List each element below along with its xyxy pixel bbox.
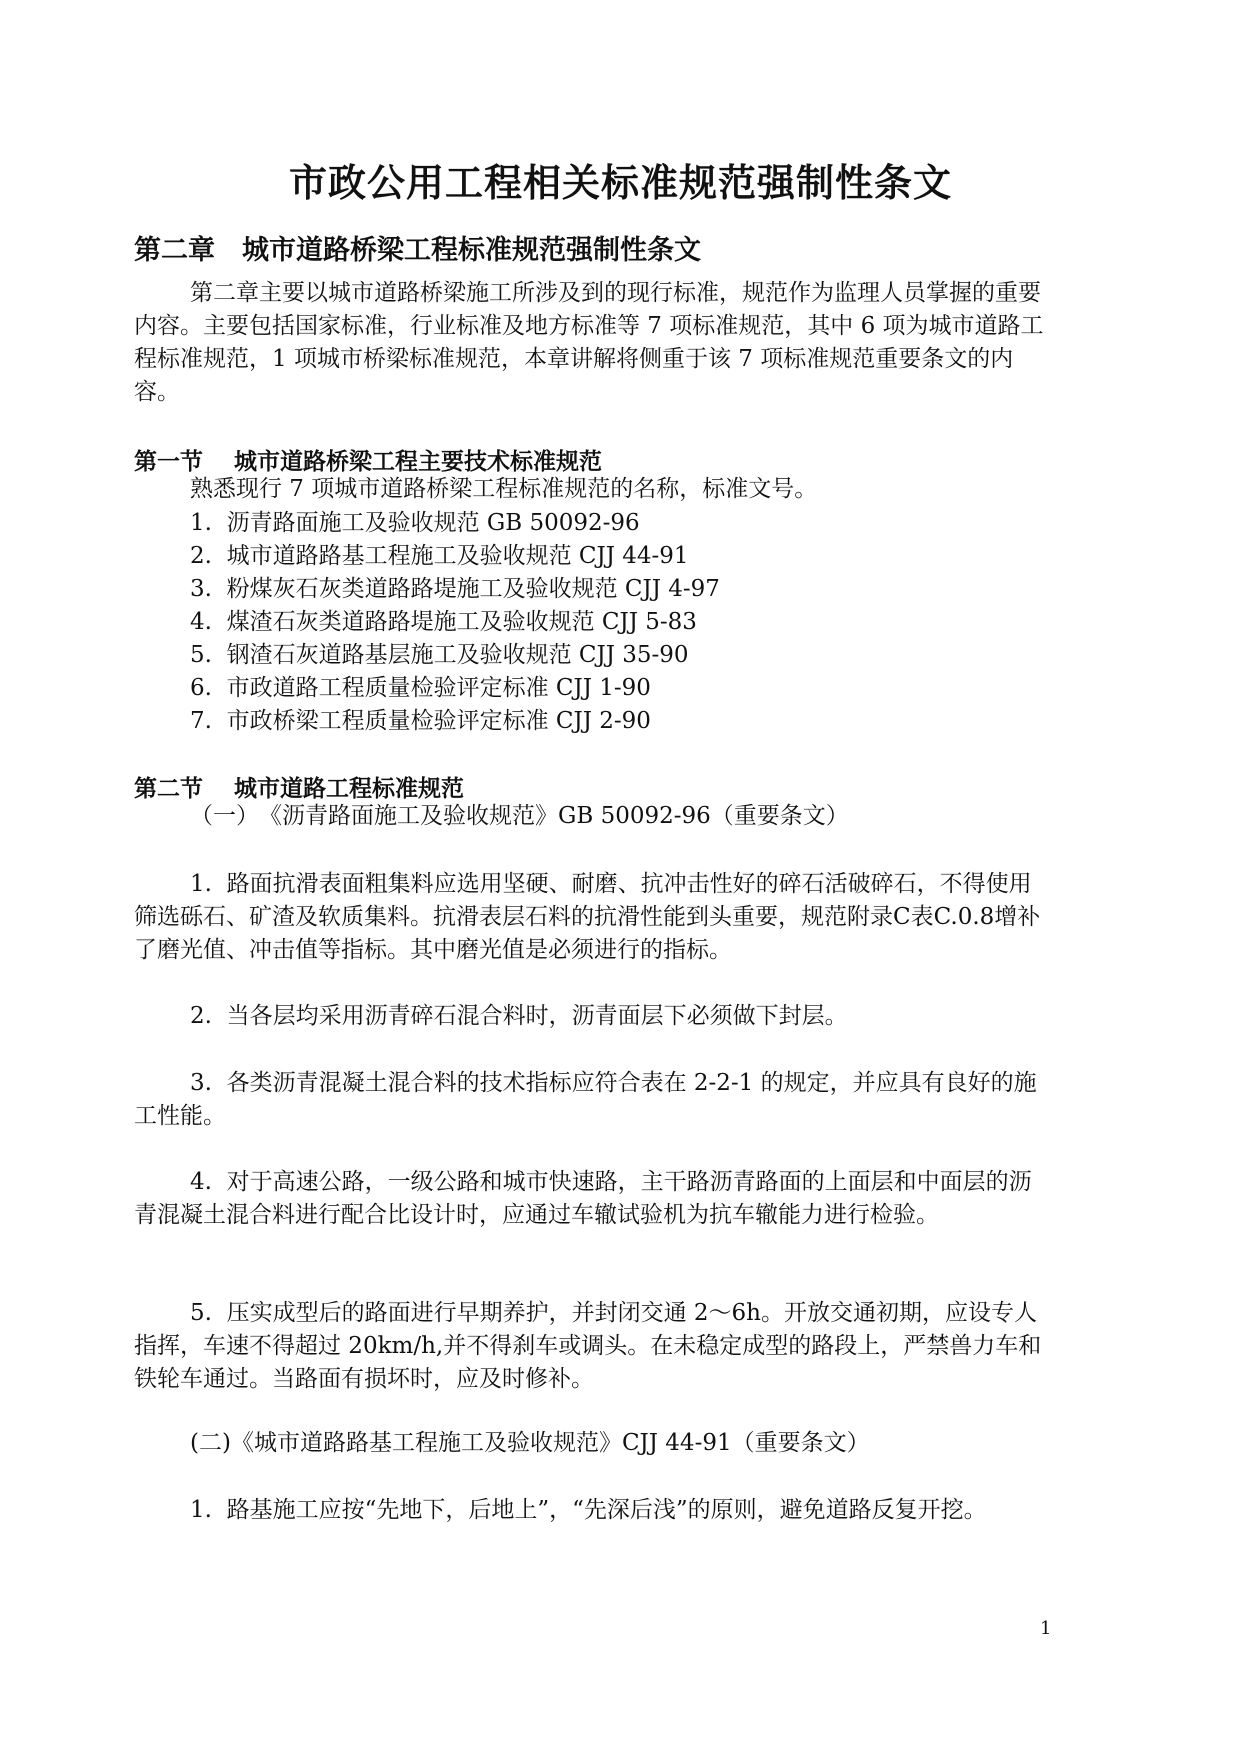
subsection-2-heading: (二)《城市道路路基工程施工及验收规范》CJJ 44-91（重要条文） (190, 1430, 870, 1456)
subsection-1-heading: （一） 《沥青路面施工及验收规范》GB 50092-96（重要条文） (190, 803, 849, 829)
list-item: 7. 市政桥梁工程质量检验评定标准 CJJ 2-90 (190, 708, 651, 734)
list-item: 3. 粉煤灰石灰类道路路堤施工及验收规范 CJJ 4-97 (190, 576, 720, 602)
list-item: 2. 城市道路路基工程施工及验收规范 CJJ 44-91 (190, 543, 689, 569)
section-2-heading: 第二节 城市道路工程标准规范 (134, 776, 465, 802)
clause-paragraph: 4. 对于高速公路，一级公路和城市快速路，主干路沥青路面的上面层和中面层的沥青混凝土混合料进行配合比设计时，应通过车辙试验机为抗车辙能力进行检验。 (134, 1169, 1032, 1228)
chapter-intro-paragraph: 第二章主要以城市道路桥梁施工所涉及到的现行标准，规范作为监理人员掌握的重要内容。主要包括国家标准，行业标准及地方标准等 7 项标准规范，其中 6 项为城市道路工程标准规范，1 项城市桥梁标准规范，本章讲解将侧重于该 7 项标准规范重要条文的内容。 (134, 280, 1044, 405)
clause-paragraph: 1. 路基施工应按“先地下，后地上”，“先深后浅”的原则，避免道路反复开挖。 (190, 1497, 987, 1523)
clause-paragraph: 2. 当各层均采用沥青碎石混合料时，沥青面层下必须做下封层。 (190, 1003, 848, 1029)
chapter-heading: 第二章 城市道路桥梁工程标准规范强制性条文 (134, 235, 701, 266)
list-item: 5. 钢渣石灰道路基层施工及验收规范 CJJ 35-90 (190, 642, 689, 668)
section-1-heading: 第一节 城市道路桥梁工程主要技术标准规范 (134, 449, 603, 475)
list-item: 1. 沥青路面施工及验收规范 GB 50092-96 (190, 510, 640, 536)
list-item: 6. 市政道路工程质量检验评定标准 CJJ 1-90 (190, 675, 651, 701)
standards-list (190, 508, 720, 739)
page-number: 1 (1040, 1618, 1052, 1639)
clause-paragraph: 3. 各类沥青混凝土混合料的技术指标应符合表在 2-2-1 的规定，并应具有良好的施工性能。 (134, 1070, 1037, 1129)
document-title: 市政公用工程相关标准规范强制性条文 (288, 161, 952, 205)
clause-paragraph: 1. 路面抗滑表面粗集料应选用坚硬、耐磨、抗冲击性好的碎石活破碎石，不得使用筛选砾石、矿渣及软质集料。抗滑表层石料的抗滑性能到头重要，规范附录C表C.0.8增补了磨光值、冲击值等指标。其中磨光值是必须进行的指标。 (134, 871, 1041, 963)
section-1-intro: 熟悉现行 7 项城市道路桥梁工程标准规范的名称，标准文号。 (190, 476, 818, 502)
clause-paragraph: 5. 压实成型后的路面进行早期养护，并封闭交通 2～6h。开放交通初期，应设专人指挥，车速不得超过 20km/h,并不得刹车或调头。在未稳定成型的路段上，严禁兽力车和铁轮车通过。当路面有损坏时，应及时修补。 (134, 1300, 1042, 1392)
list-item: 4. 煤渣石灰类道路路堤施工及验收规范 CJJ 5-83 (190, 609, 697, 635)
